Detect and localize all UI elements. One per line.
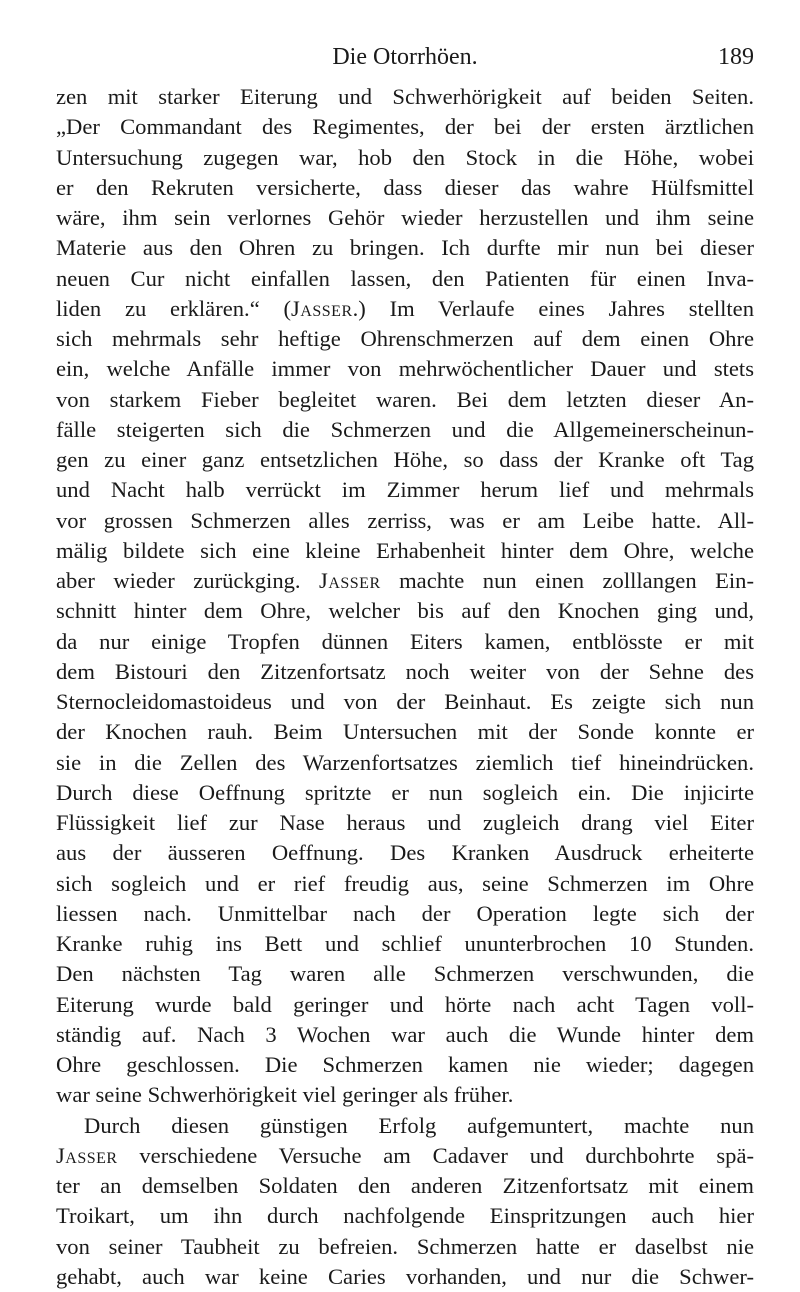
text-line: sie in die Zellen des Warzenfortsatzes ziemlich tief hineindrücken.: [56, 749, 754, 775]
text-line: Troikart, um ihn durch nachfolgende Einspritzungen auch hier: [56, 1203, 754, 1229]
text-line: mälig bildete sich eine kleine Erhabenheit hinter dem Ohre, welche: [56, 537, 754, 563]
text-line: Sternocleidomastoideus und von der Beinhaut. Es zeigte sich nun: [56, 689, 754, 714]
page-number: 189: [718, 44, 754, 70]
text-line: sich sogleich und er rief freudig aus, seine Schmerzen im Ohre: [56, 870, 754, 896]
text-line: wäre, ihm sein verlornes Gehör wieder herzustellen und ihm seine: [56, 205, 754, 230]
text-line: liden zu erklären.“ (Jasser.) Im Verlaufe eines Jahres stellten: [56, 295, 755, 321]
text-line: Durch diesen günstigen Erfolg aufgemuntert, machte nun: [84, 1112, 754, 1138]
text-line: vor grossen Schmerzen alles zerriss, was er am Leibe hatte. All-: [56, 507, 754, 533]
text-line: Untersuchung zugegen war, hob den Stock in die Höhe, wobei: [56, 144, 754, 170]
text-line: ein, welche Anfälle immer von mehrwöchentlicher Dauer und stets: [56, 356, 754, 382]
text-line: er den Rekruten versicherte, dass dieser das wahre Hülfsmittel: [56, 174, 754, 200]
text-line: von seiner Taubheit zu befreien. Schmerzen hatte er daselbst nie: [56, 1233, 754, 1259]
text-line: sich mehrmals sehr heftige Ohrenschmerzen auf dem einen Ohre: [56, 326, 754, 351]
text-line: Jasser verschiedene Versuche am Cadaver und durchbohrte spä-: [56, 1142, 754, 1168]
text-line: der Knochen rauh. Beim Untersuchen mit der Sonde konnte er: [56, 719, 754, 745]
text-line: aus der äusseren Oeffnung. Des Kranken Ausdruck erheiterte: [56, 840, 754, 866]
author-name: Jasser: [319, 568, 381, 593]
text-line: Materie aus den Ohren zu bringen. Ich durfte mir nun bei dieser: [56, 235, 754, 261]
text-line: Kranke ruhig ins Bett und schlief ununterbrochen 10 Stunden.: [56, 931, 754, 956]
text-line: ständig auf. Nach 3 Wochen war auch die Wunde hinter dem: [56, 1021, 754, 1047]
text-line: ter an demselben Soldaten den anderen Zitzenfortsatz mit einem: [56, 1173, 754, 1198]
text-line: Eiterung wurde bald geringer und hörte nach acht Tagen voll-: [56, 991, 754, 1017]
text-line: liessen nach. Unmittelbar nach der Operation legte sich der: [56, 900, 754, 926]
text-line: fälle steigerten sich die Schmerzen und die Allgemeinerscheinun-: [56, 416, 754, 442]
text-line: „Der Commandant des Regimentes, der bei der ersten ärztlichen: [56, 114, 754, 140]
author-name: Jasser: [291, 295, 353, 321]
text-line: Flüssigkeit lief zur Nase heraus und zugleich drang viel Eiter: [56, 810, 754, 835]
text-line: dem Bistouri den Zitzenfortsatz noch weiter von der Sehne des: [56, 658, 754, 684]
running-title: Die Otorrhöen.: [332, 44, 478, 70]
text-line: schnitt hinter dem Ohre, welcher bis auf den Knochen ging und,: [56, 598, 754, 624]
text-line: und Nacht halb verrückt im Zimmer herum lief und mehrmals: [56, 477, 754, 503]
text-line: gehabt, auch war keine Caries vorhanden, und nur die Schwer-: [56, 1263, 754, 1289]
text-line: Den nächsten Tag waren alle Schmerzen verschwunden, die: [56, 961, 754, 987]
text-line: Durch diese Oeffnung spritzte er nun sogleich ein. Die injicirte: [56, 779, 754, 805]
text-line: zen mit starker Eiterung und Schwerhörigkeit auf beiden Seiten.: [56, 84, 754, 109]
text-line: da nur einige Tropfen dünnen Eiters kamen, entblösste er mit: [56, 628, 754, 654]
text-line: Ohre geschlossen. Die Schmerzen kamen nie wieder; dagegen: [56, 1052, 754, 1077]
author-name: Jasser: [56, 1142, 118, 1168]
running-head: [56, 40, 754, 74]
body-text: [56, 82, 754, 1292]
text-line: neuen Cur nicht einfallen lassen, den Patienten für einen Inva-: [56, 265, 754, 291]
text-line: gen zu einer ganz entsetzlichen Höhe, so dass der Kranke oft Tag: [56, 447, 754, 472]
text-line: von starkem Fieber begleitet waren. Bei dem letzten dieser An-: [56, 386, 754, 412]
text-line: aber wieder zurückging. Jasser machte nun einen zolllangen Ein-: [56, 568, 754, 593]
text-line: war seine Schwerhörigkeit viel geringer als früher.: [56, 1082, 514, 1108]
